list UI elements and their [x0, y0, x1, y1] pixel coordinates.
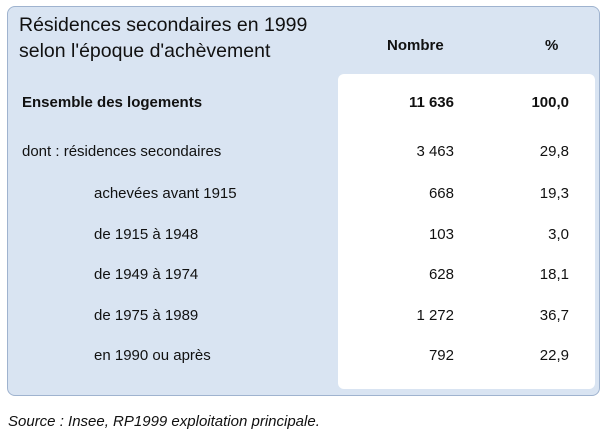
table-row [0, 266, 609, 286]
table-row [0, 307, 609, 327]
row-percent: 22,9 [539, 347, 569, 364]
row-nombre: 11 636 [408, 94, 454, 111]
title-line-2: selon l'époque d'achèvement [19, 40, 271, 62]
row-label: de 1975 à 1989 [94, 307, 199, 324]
row-nombre: 668 [428, 185, 454, 202]
table-row [0, 185, 609, 205]
row-percent: 36,7 [539, 307, 569, 324]
row-percent: 19,3 [539, 185, 569, 202]
table-title [19, 12, 307, 64]
table-row [0, 226, 609, 246]
row-nombre: 3 463 [416, 143, 454, 160]
row-nombre: 628 [428, 266, 454, 283]
row-percent: 3,0 [548, 226, 569, 243]
row-percent: 18,1 [539, 266, 569, 283]
source-note: Source : Insee, RP1999 exploitation principale. [8, 413, 320, 430]
row-percent: 29,8 [539, 143, 569, 160]
row-label: Ensemble des logements [22, 94, 203, 111]
row-label: dont : résidences secondaires [22, 143, 222, 160]
table-row [0, 143, 609, 163]
column-header-nombre: Nombre [387, 37, 444, 54]
row-nombre: 1 272 [416, 307, 454, 324]
row-nombre: 103 [428, 226, 454, 243]
row-nombre: 792 [428, 347, 454, 364]
row-label: achevées avant 1915 [94, 185, 237, 202]
row-label: en 1990 ou après [94, 347, 211, 364]
row-label: de 1915 à 1948 [94, 226, 199, 243]
title-line-1: Résidences secondaires en 1999 [19, 14, 308, 36]
row-label: de 1949 à 1974 [94, 266, 199, 283]
row-percent: 100,0 [531, 94, 569, 111]
table-row [0, 347, 609, 367]
table-row [0, 94, 609, 114]
column-header-percent: % [545, 37, 559, 54]
